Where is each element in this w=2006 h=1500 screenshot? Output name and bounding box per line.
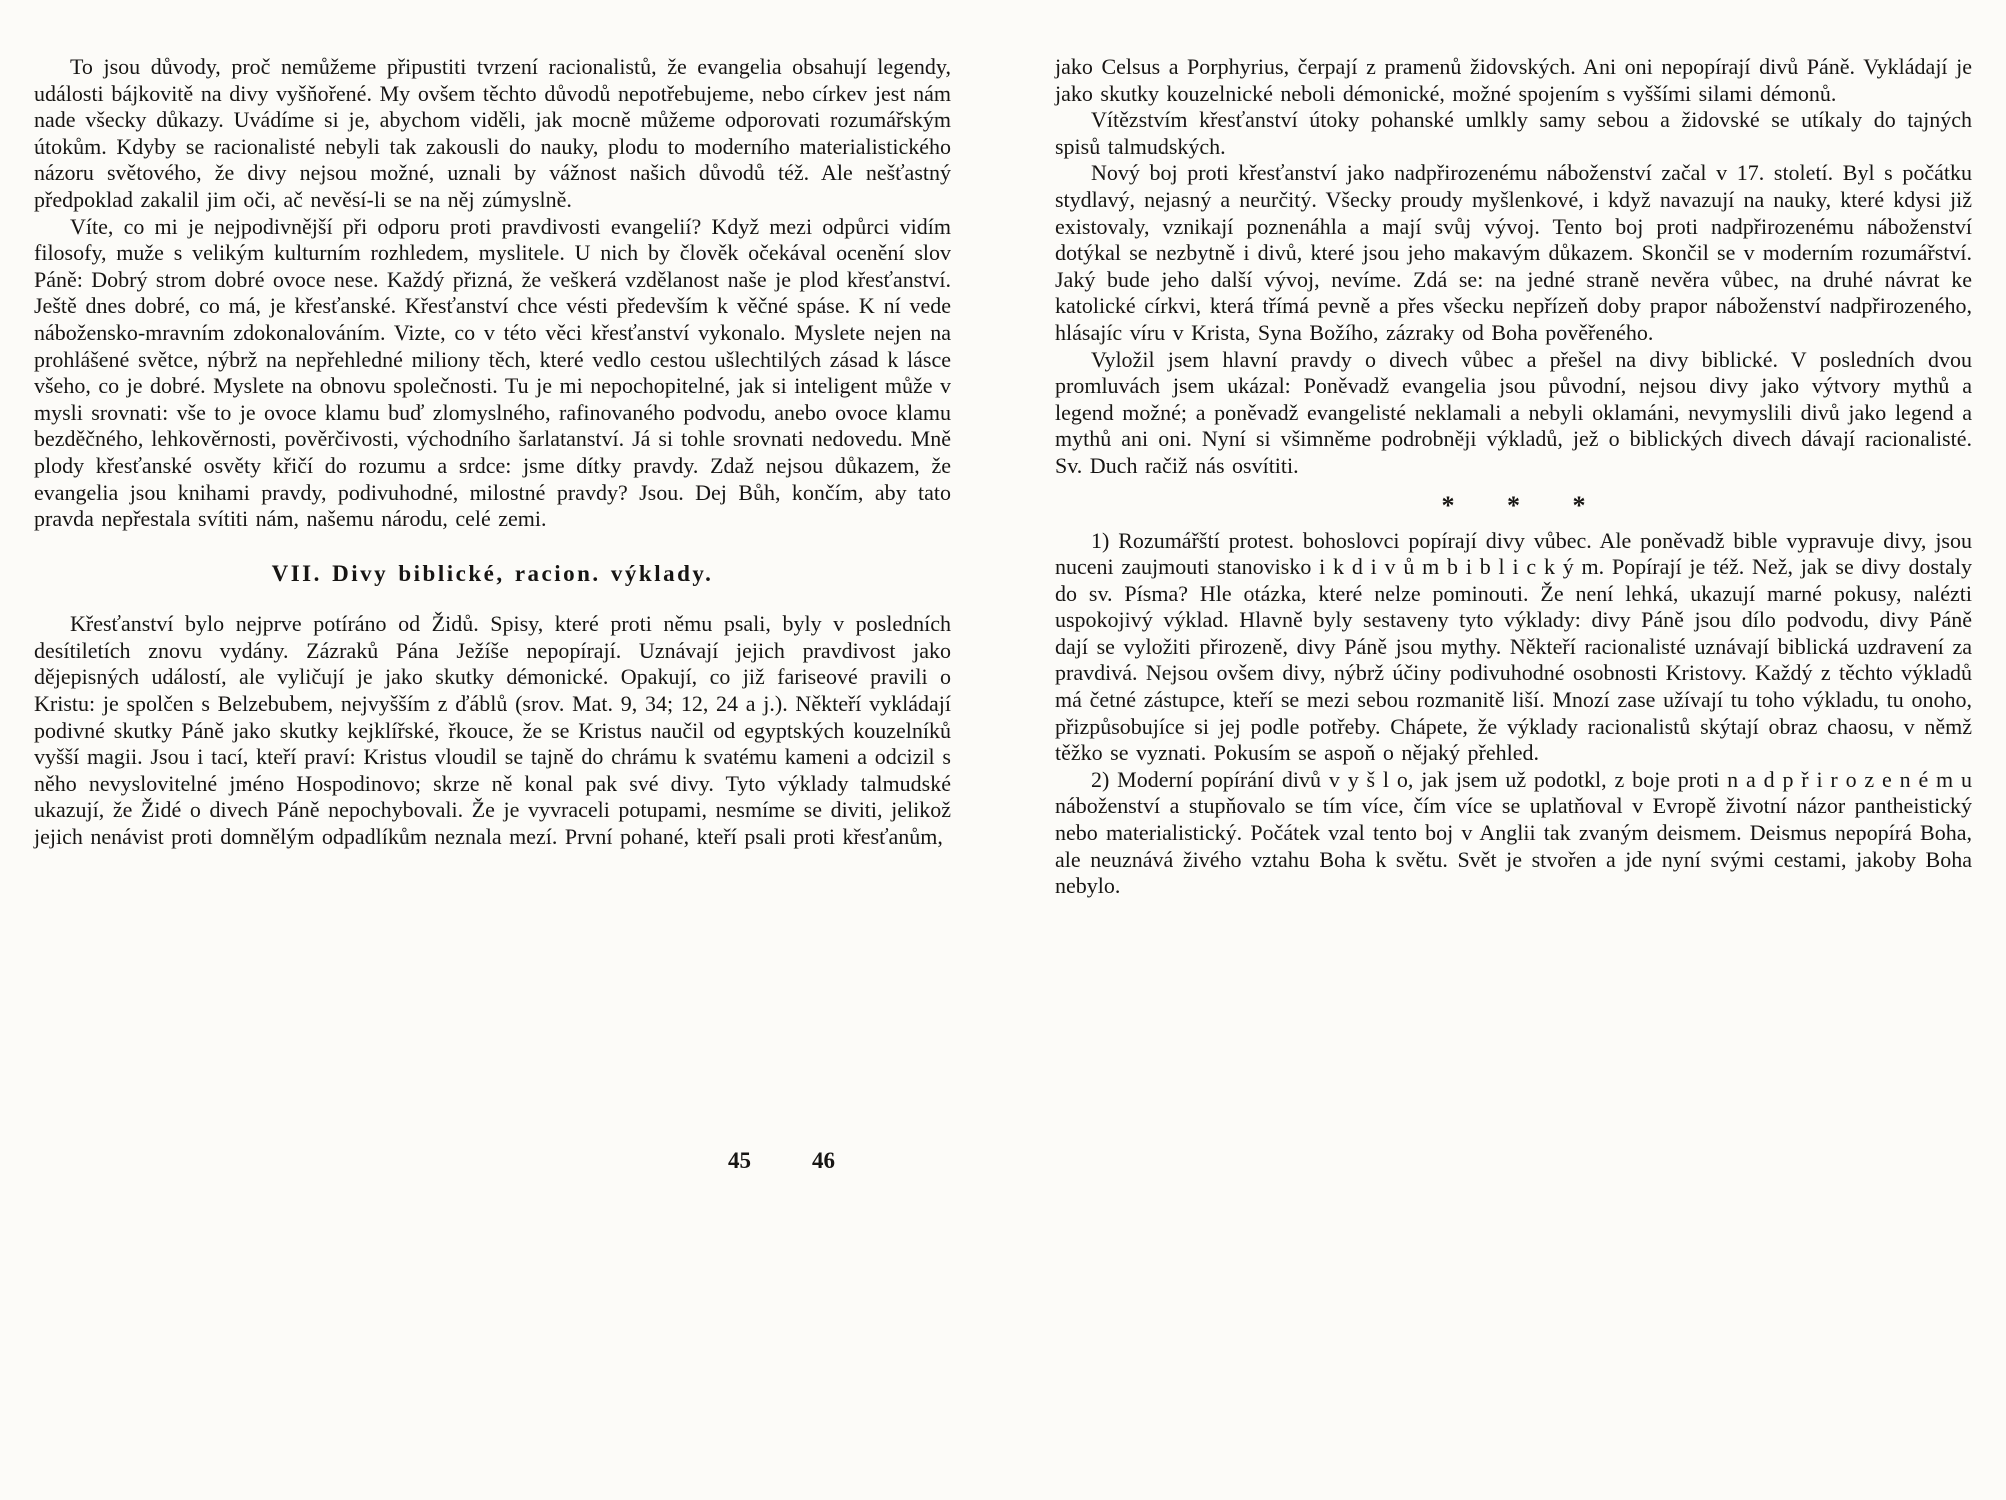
paragraph: To jsou důvody, proč nemůžeme připustiti tvrzení racionalistů, že evangelia obsahují legendy, události bájkovitě na divy vyšňořené. My ovšem těchto důvodů nepotřebujeme, nebo církev jest nám nade všecky důkazy. Uvádíme si je, abychom viděli, jak mocně můžeme odporovati rozumářským útokům. Kdyby se racionalisté nebyli tak zakousli do nauky, plodu to moderního materialistického názoru světového, že divy nejsou možné, uznali by vážnost našich důvodů též. Ale nešťastný předpoklad zakalil jim oči, ač nevěsí-li se na něj zúmyslně. [34, 54, 951, 212]
paragraph: Víte, co mi je nejpodivnější při odporu proti pravdivosti evangelií? Když mezi odpůrci vidím filosofy, muže s velikým kulturním rozhledem, myslitele. U nich by člověk očekával ocenění slov Páně: Dobrý strom dobré ovoce nese. Každý přizná, že veškerá vzdělanost naše je plod křesťanství. Ještě dnes dobré, co má, je křesťanské. Křesťanství chce vésti především k věčné spáse. K ní vede nábožensko-mravním zdokonalováním. Vizte, co v této věci křesťanství vykonalo. Myslete nejen na prohlášené světce, nýbrž na nepřehledné miliony těch, které vedlo cestou ušlechtilých zásad k lásce všeho, co je dobré. Myslete na obnovu společnosti. Tu je mi nepochopitelné, jak si inteligent může v mysli srovnati: vše to je ovoce klamu buď zlomyslného, rafinovaného podvodu, anebo ovoce klamu bezděčného, lehkověrnosti, pověrčivosti, východního šarlatanství. Já si tohle srovnati nedovedu. Mně plody křesťanské osvěty křičí do rozumu a srdce: jsme dítky pravdy. Zdaž nejsou důkazem, že evangelia jsou knihami pravdy, podivuhodné, milostné pravdy? Jsou. Dej Bůh, končím, aby tato pravda nepřestala svítiti nám, našemu národu, celé zemi. [34, 213, 951, 532]
page-number-right: 46 [812, 1148, 835, 1173]
page-right [1003, 0, 2006, 1500]
page-number-left: 45 [728, 1148, 751, 1173]
paragraph: Nový boj proti křesťanství jako nadpřirozenému náboženství začal v 17. století. Byl s počátku stydlavý, nejasný a neurčitý. Všecky proudy myšlenkové, i když navazují na nauky, které kdysi již existovaly, vznikají poznenáhla a mají svůj vývoj. Tento boj proti nadpřirozenému náboženství dotýkal se nezbytně i divů, které jsou jeho makavým důkazem. Skončil se v moderním rozumářství. Jaký bude jeho další vývoj, nevíme. Zdá se: na jedné straně nevěra vůbec, na druhé návrat ke katolické církvi, která třímá pevně a přes všecku nepřízeň doby prapor náboženství nadpřirozeného, hlásajíc víru v Krista, Syna Božího, zázraky od Boha pověřeného. [1055, 160, 1972, 345]
paragraph: 1) Rozumářští protest. bohoslovci popírají divy vůbec. Ale poněvadž bible vypravuje divy, jsou nuceni zaujmouti stanovisko i k d i v ů m b i b l i c k ý m. Popírají je též. Než, jak se divy dostaly do sv. Písma? Hle otázka, které nelze pominouti. Že není lehká, ukazují marné pokusy, nalézti uspokojivý výklad. Hlavně byly sestaveny tyto výklady: divy Páně jsou dílo podvodu, divy Páně dají se vyložiti přirozeně, divy Páně jsou mythy. Někteří racionalisté uznávají biblická uzdravení za pravdivá. Nejsou ovšem divy, nýbrž účiny podivuhodné osobnosti Kristovy. Každý z těchto výkladů má četné zástupce, kteří se mezi sebou rozmanitě liší. Mnozí zase užívají tu toho výkladu, tu onoho, přizpůsobujíce si jej podle potřeby. Chápete, že výklady racionalistů skýtají obraz chaosu, v němž těžko se vyznati. Pokusím se aspoň o nějaký přehled. [1055, 527, 1972, 766]
paragraph: jako Celsus a Porphyrius, čerpají z pramenů židovských. Ani oni nepopírají divů Páně. Vykládají je jako skutky kouzelnické neboli démonické, možné spojením s vyššími silami démonů. [1055, 54, 1972, 106]
paragraph: Vítězstvím křesťanství útoky pohanské umlkly samy sebou a židovské se utíkaly do tajných spisů talmudských. [1055, 107, 1972, 159]
paragraph: Křesťanství bylo nejprve potíráno od Židů. Spisy, které proti němu psali, byly v posledních desítiletích znovu vydány. Zázraků Pána Ježíše nepopírají. Uznávají jejich pravdivost jako dějepisných událostí, ale vyličují je jako skutky démonické. Opakují, co již fariseové pravili o Kristu: je spolčen s Belzebubem, nejvyšším z ďáblů (srov. Mat. 9, 34; 12, 24 a j.). Někteří vykládají podivné skutky Páně jako skutky kejklířské, řkouce, že se Kristus naučil od egyptských kouzelníků vyšší magii. Jsou i tací, kteří praví: Kristus vloudil se tajně do chrámu k svatému kameni a odcizil s něho nevyslovitelné jméno Hospodinovo; skrze ně konal pak své divy. Tyto výklady talmudské ukazují, že Židé o divech Páně nepochybovali. Že je vyvraceli potupami, nesmíme se diviti, jelikož jejich nenávist proti domnělým odpadlíkům neznala mezí. První pohané, kteří psali proti křesťanům, [34, 611, 951, 850]
page-right-text [1055, 54, 1972, 900]
section-heading: VII. Divy biblické, racion. výklady. [271, 560, 714, 586]
paragraph: 2) Moderní popírání divů v y š l o, jak jsem už podotkl, z boje proti n a d p ř i r o z e n é m u náboženství a stupňovalo se tím více, čím více se uplatňoval v Evropě životní názor pantheistický nebo materialistický. Počátek vzal tento boj v Anglii tak zvaným deismem. Deismus nepopírá Boha, ale neuznává živého vztahu Boha k světu. Svět je stvořen a jde nyní svými cestami, jakoby Boha nebylo. [1055, 766, 1972, 899]
paragraph: Vyložil jsem hlavní pravdy o divech vůbec a přešel na divy biblické. V posledních dvou promluvách jsem ukázal: Poněvadž evangelia jsou původní, nejsou divy jako výtvory mythů a legend možné; a poněvadž evangelisté neklamali a nebyli oklamáni, nevymyslili divů jako legend a mythů ani oni. Nyní si všimněme podrobněji výkladů, jež o biblických divech dávají racionalisté. Sv. Duch račiž nás osvítiti. [1055, 346, 1972, 478]
asterisk-separator: * * * [1441, 490, 1586, 520]
page-left-text [34, 54, 951, 851]
